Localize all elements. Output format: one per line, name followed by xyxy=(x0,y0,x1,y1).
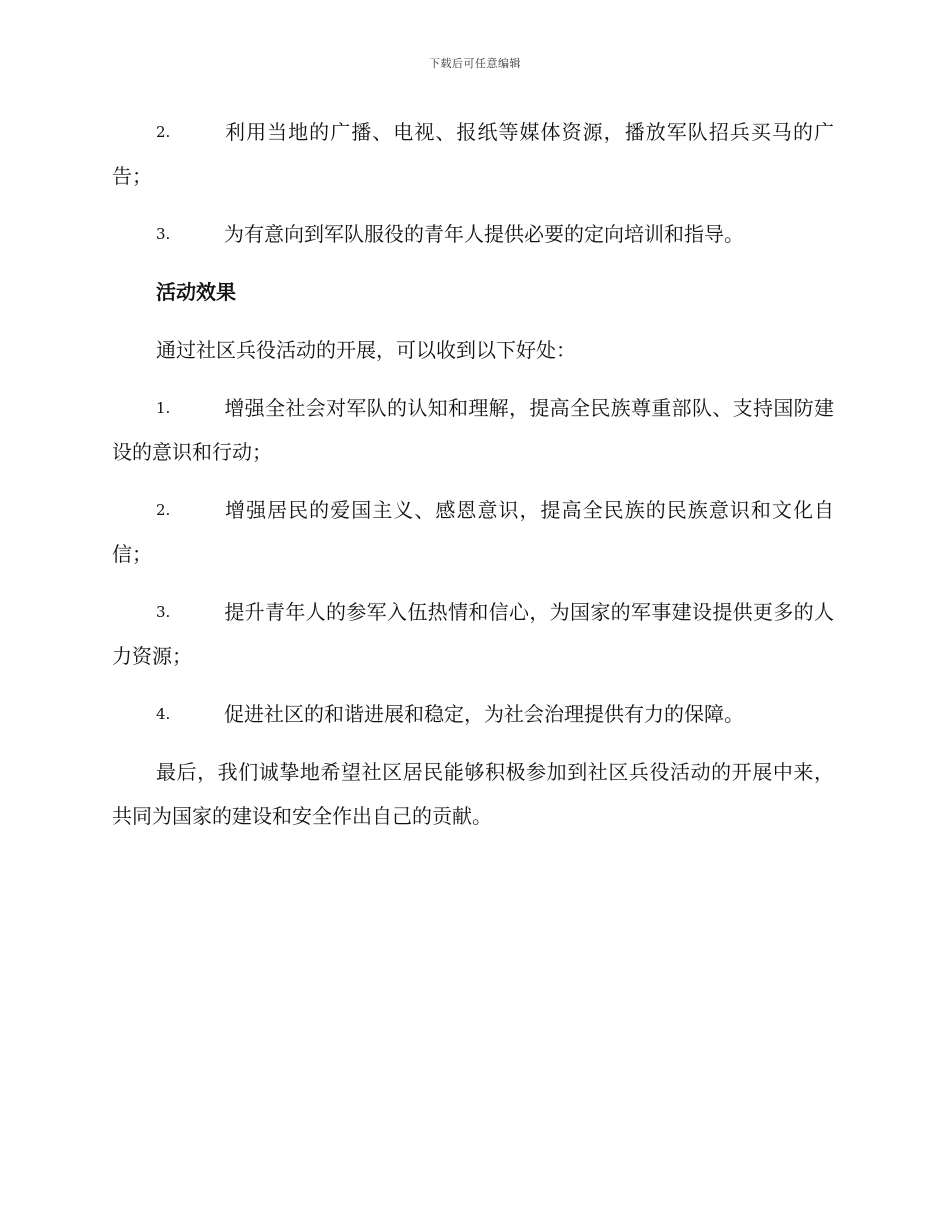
page-header: 下载后可任意编辑 xyxy=(429,57,521,70)
list-text: 为有意向到军队服役的青年人提供必要的定向培训和指导。 xyxy=(224,222,744,246)
list-number: 4. xyxy=(156,705,171,723)
intro-paragraph: 通过社区兵役活动的开展，可以收到以下好处： xyxy=(156,338,576,362)
list-item xyxy=(112,488,834,576)
document-body xyxy=(112,110,834,852)
list-text: 提升青年人的参军入伍热情和信心，为国家的军事建设提供更多的人力资源； xyxy=(112,600,834,668)
section-heading: 活动效果 xyxy=(156,280,236,304)
list-number: 3. xyxy=(156,603,171,621)
list-item xyxy=(112,110,834,198)
list-item xyxy=(112,590,834,678)
list-text: 促进社区的和谐进展和稳定，为社会治理提供有力的保障。 xyxy=(224,702,744,726)
list-item xyxy=(112,212,834,256)
list-text: 增强全社会对军队的认知和理解，提高全民族尊重部队、支持国防建设的意识和行动； xyxy=(112,396,834,464)
list-number: 3. xyxy=(156,225,171,243)
list-text: 利用当地的广播、电视、报纸等媒体资源，播放军队招兵买马的广告； xyxy=(112,120,834,188)
list-item xyxy=(112,692,834,736)
list-number: 1. xyxy=(156,399,171,417)
list-number: 2. xyxy=(156,123,171,141)
closing-paragraph: 最后，我们诚挚地希望社区居民能够积极参加到社区兵役活动的开展中来，共同为国家的建设和安全作出自己的贡献。 xyxy=(112,760,834,828)
list-text: 增强居民的爱国主义、感恩意识，提高全民族的民族意识和文化自信； xyxy=(112,498,834,566)
list-number: 2. xyxy=(156,501,171,519)
list-item xyxy=(112,386,834,474)
